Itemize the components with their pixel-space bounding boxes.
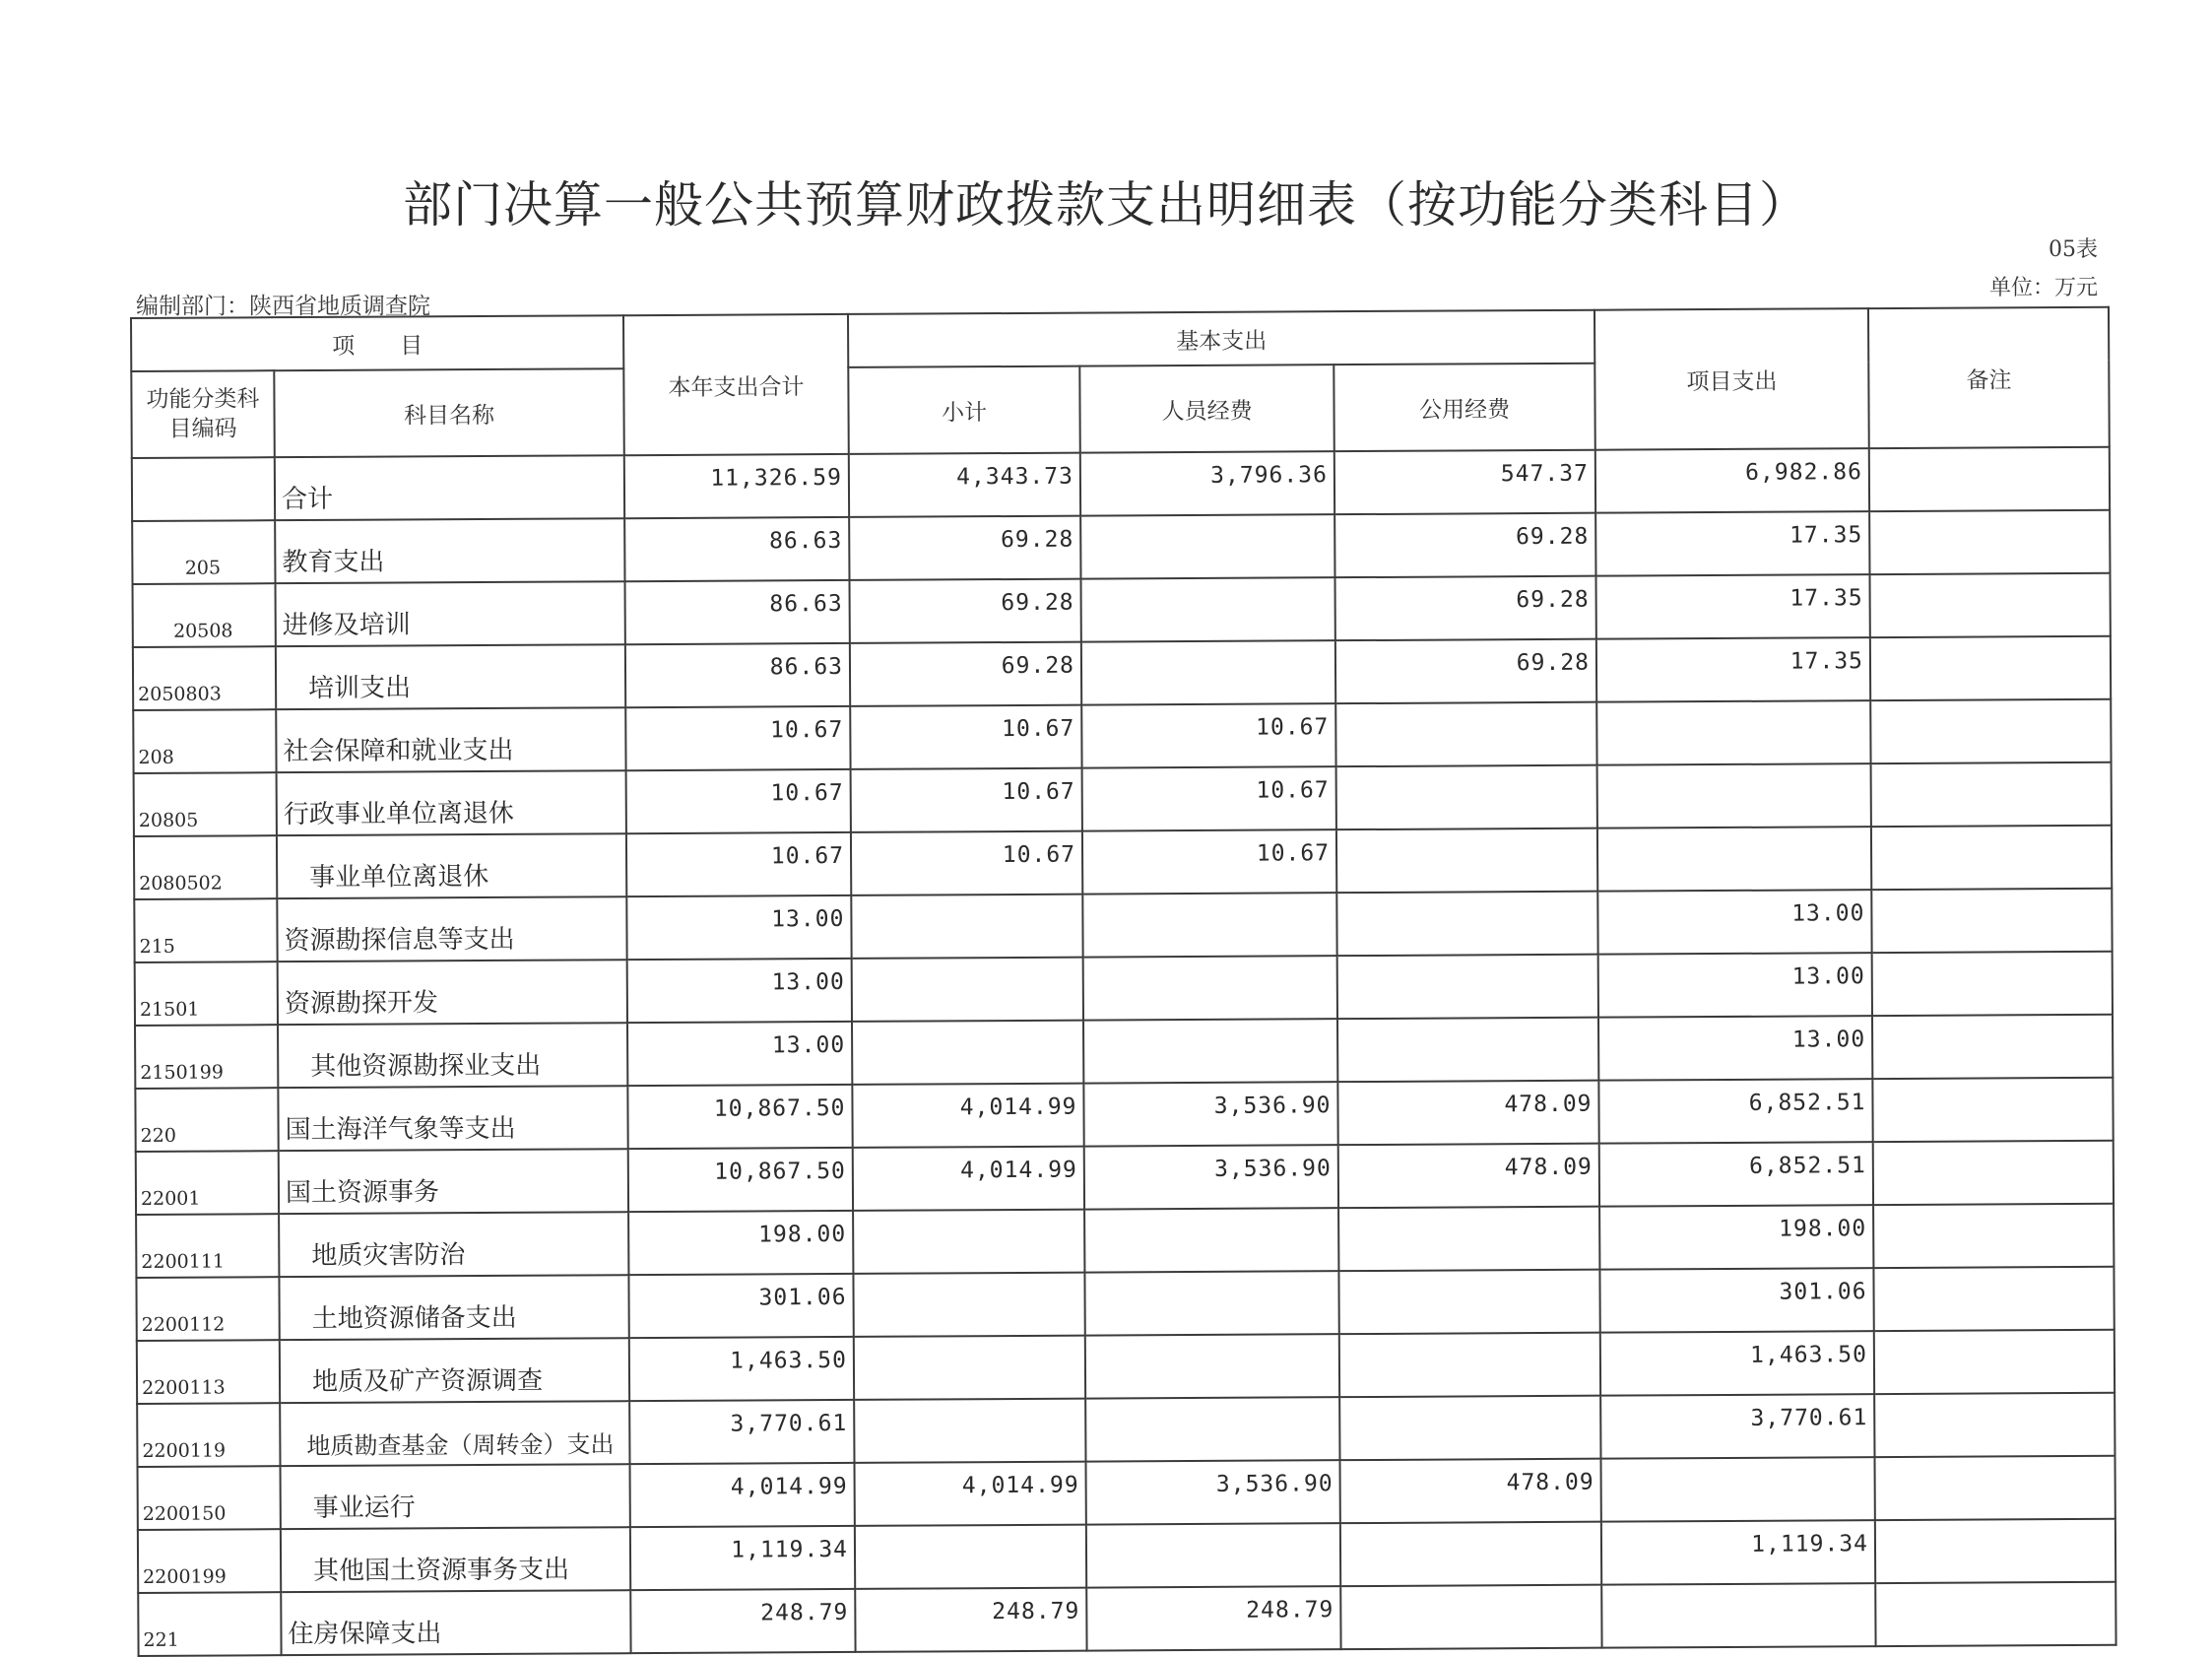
- code-cell: 220: [135, 1088, 278, 1152]
- subtotal-cell: 4,014.99: [855, 1462, 1086, 1526]
- name-cell: 地质勘查基金（周转金）支出: [280, 1401, 629, 1466]
- table-row: [135, 1078, 2113, 1152]
- remark-cell: [1873, 1267, 2114, 1331]
- code-cell: [132, 457, 275, 521]
- personnel-cell: [1082, 893, 1336, 957]
- name-cell: 地质及矿产资源调查: [280, 1338, 629, 1403]
- personnel-cell: [1085, 1334, 1339, 1398]
- public-cell: 69.28: [1335, 639, 1596, 703]
- subtotal-cell: 10.67: [851, 831, 1082, 895]
- remark-cell: [1871, 762, 2112, 827]
- code-cell: 2200119: [137, 1403, 280, 1467]
- code-cell: 20508: [133, 583, 276, 647]
- project-cell: [1597, 763, 1871, 828]
- project-cell: 17.35: [1596, 574, 1870, 639]
- project-cell: 13.00: [1598, 953, 1872, 1018]
- header-item: 项 目: [131, 315, 623, 371]
- total-cell: 86.63: [625, 643, 850, 707]
- table-row: [133, 636, 2111, 710]
- remark-cell: [1875, 1582, 2115, 1646]
- remark-cell: [1870, 636, 2111, 700]
- subtotal-cell: 4,014.99: [852, 1084, 1083, 1148]
- personnel-cell: 10.67: [1081, 703, 1335, 767]
- total-cell: 10,867.50: [627, 1085, 852, 1149]
- project-cell: 1,463.50: [1600, 1331, 1874, 1396]
- table-row: [136, 1267, 2114, 1341]
- table-row: [133, 573, 2111, 647]
- total-cell: 1,463.50: [629, 1337, 854, 1401]
- name-cell: 合计: [275, 455, 624, 520]
- code-cell: 2150199: [135, 1025, 278, 1089]
- subtotal-cell: 4,014.99: [853, 1147, 1084, 1211]
- personnel-cell: 3,536.90: [1084, 1145, 1338, 1209]
- total-cell: 301.06: [628, 1274, 853, 1338]
- subtotal-cell: [852, 958, 1083, 1022]
- subtotal-cell: 69.28: [849, 516, 1080, 580]
- remark-cell: [1873, 1204, 2114, 1268]
- name-cell: 事业运行: [281, 1464, 630, 1529]
- public-cell: [1339, 1396, 1600, 1460]
- form-number: 05表: [2049, 237, 2098, 262]
- remark-cell: [1872, 1078, 2113, 1142]
- header-personnel: 人员经费: [1079, 365, 1334, 452]
- code-cell: 2050803: [133, 646, 276, 710]
- personnel-cell: [1085, 1397, 1339, 1461]
- table-row: [136, 1204, 2114, 1278]
- code-cell: 2200112: [136, 1277, 279, 1341]
- public-cell: 478.09: [1339, 1459, 1600, 1523]
- subtotal-cell: [853, 1273, 1084, 1337]
- total-cell: 13.00: [627, 959, 852, 1023]
- header-project: 项目支出: [1594, 308, 1869, 450]
- project-cell: 13.00: [1597, 890, 1871, 955]
- code-cell: 2200111: [136, 1214, 279, 1278]
- table-row: [136, 1141, 2114, 1215]
- name-cell: 其他资源勘探业支出: [278, 1023, 627, 1088]
- project-cell: 198.00: [1599, 1205, 1873, 1270]
- personnel-cell: [1081, 640, 1335, 704]
- code-cell: 208: [133, 709, 276, 773]
- name-cell: 国土资源事务: [279, 1149, 628, 1214]
- table-row: [132, 510, 2110, 584]
- remark-cell: [1872, 952, 2113, 1016]
- public-cell: 69.28: [1334, 513, 1595, 577]
- remark-cell: [1874, 1330, 2114, 1394]
- public-cell: 547.37: [1334, 450, 1595, 514]
- total-cell: 11,326.59: [624, 454, 849, 518]
- code-cell: 2080502: [134, 835, 277, 899]
- subtotal-cell: [855, 1525, 1086, 1589]
- table-row: [137, 1393, 2114, 1467]
- name-cell: 教育支出: [275, 518, 624, 583]
- name-cell: 其他国土资源事务支出: [281, 1527, 630, 1592]
- remark-cell: [1875, 1456, 2115, 1520]
- table-row: [135, 1015, 2113, 1089]
- public-cell: 478.09: [1338, 1144, 1599, 1208]
- name-cell: 住房保障支出: [281, 1590, 630, 1655]
- header-basic: 基本支出: [848, 310, 1594, 367]
- personnel-cell: [1080, 577, 1334, 641]
- code-cell: 2200113: [137, 1340, 280, 1404]
- public-cell: [1337, 955, 1598, 1019]
- table-row: [133, 699, 2111, 773]
- code-cell: 221: [138, 1592, 281, 1656]
- public-cell: [1338, 1207, 1599, 1271]
- personnel-cell: [1084, 1208, 1338, 1272]
- subtotal-cell: 248.79: [855, 1588, 1086, 1652]
- subtotal-cell: 4,343.73: [849, 453, 1080, 517]
- total-cell: 198.00: [628, 1211, 853, 1275]
- project-cell: 17.35: [1596, 637, 1870, 702]
- project-cell: 3,770.61: [1600, 1394, 1874, 1459]
- table-row: [134, 762, 2112, 836]
- page-title: 部门决算一般公共预算财政拨款支出明细表（按功能分类科目）: [403, 176, 1809, 233]
- total-cell: 86.63: [624, 517, 849, 581]
- remark-cell: [1875, 1519, 2115, 1583]
- total-cell: 13.00: [626, 895, 851, 960]
- public-cell: 69.28: [1334, 576, 1595, 640]
- subtotal-cell: 69.28: [850, 642, 1081, 706]
- name-cell: 培训支出: [276, 644, 625, 709]
- remark-cell: [1874, 1393, 2114, 1457]
- header-public: 公用经费: [1334, 364, 1595, 451]
- total-cell: 10.67: [625, 706, 850, 770]
- subtotal-cell: [851, 895, 1082, 959]
- table-row: [137, 1330, 2114, 1404]
- name-cell: 资源勘探信息等支出: [277, 896, 626, 961]
- name-cell: 资源勘探开发: [278, 960, 627, 1025]
- name-cell: 事业单位离退休: [277, 833, 626, 898]
- remark-cell: [1869, 510, 2110, 574]
- project-cell: 13.00: [1598, 1016, 1872, 1081]
- subtotal-cell: 10.67: [850, 705, 1081, 769]
- expenditure-table: [130, 306, 2117, 1657]
- total-cell: 86.63: [625, 580, 850, 644]
- project-cell: [1596, 700, 1870, 765]
- public-cell: [1338, 1270, 1599, 1334]
- subtotal-cell: [854, 1399, 1085, 1463]
- code-cell: 22001: [136, 1151, 279, 1215]
- total-cell: 10,867.50: [628, 1148, 853, 1212]
- public-cell: [1340, 1522, 1601, 1586]
- table-container: [130, 306, 2115, 1657]
- project-cell: 301.06: [1599, 1268, 1873, 1333]
- name-cell: 土地资源储备支出: [279, 1275, 628, 1340]
- total-cell: 10.67: [626, 832, 851, 896]
- total-cell: 13.00: [627, 1022, 852, 1086]
- table-row: [138, 1456, 2115, 1530]
- header-subtotal: 小计: [848, 366, 1079, 454]
- subtotal-cell: [853, 1210, 1084, 1274]
- total-cell: 3,770.61: [629, 1400, 854, 1464]
- public-cell: 478.09: [1337, 1081, 1598, 1145]
- project-cell: 6,852.51: [1598, 1079, 1872, 1144]
- project-cell: 17.35: [1595, 511, 1869, 576]
- personnel-cell: 3,796.36: [1080, 451, 1334, 515]
- personnel-cell: [1086, 1523, 1340, 1587]
- project-cell: [1601, 1457, 1875, 1522]
- personnel-cell: [1080, 514, 1334, 578]
- name-cell: 进修及培训: [276, 581, 625, 646]
- header-remark: 备注: [1868, 307, 2110, 448]
- department-label: 编制部门：陕西省地质调查院: [136, 294, 430, 319]
- code-cell: 205: [132, 520, 275, 584]
- table-row: [134, 889, 2112, 962]
- total-cell: 1,119.34: [630, 1526, 855, 1590]
- unit-label: 单位：万元: [1988, 276, 2098, 300]
- personnel-cell: 248.79: [1086, 1586, 1340, 1650]
- personnel-cell: [1083, 1019, 1337, 1083]
- table-row: [138, 1582, 2115, 1656]
- remark-cell: [1871, 889, 2112, 953]
- name-cell: 地质灾害防治: [279, 1212, 628, 1277]
- table-row: [132, 447, 2110, 521]
- project-cell: 1,119.34: [1601, 1520, 1875, 1585]
- personnel-cell: [1084, 1271, 1338, 1335]
- table-row: [138, 1519, 2115, 1593]
- table-row: [135, 952, 2113, 1026]
- subtotal-cell: 10.67: [851, 768, 1082, 832]
- remark-cell: [1873, 1141, 2114, 1205]
- public-cell: [1339, 1333, 1600, 1397]
- code-cell: 2200199: [138, 1529, 281, 1593]
- project-cell: 6,982.86: [1595, 448, 1869, 513]
- code-cell: 215: [134, 898, 277, 962]
- public-cell: [1336, 765, 1597, 829]
- personnel-cell: [1083, 956, 1337, 1020]
- remark-cell: [1872, 1015, 2113, 1079]
- header-code: 功能分类科目编码: [131, 370, 274, 458]
- remark-cell: [1869, 447, 2110, 511]
- public-cell: [1336, 828, 1597, 893]
- remark-cell: [1871, 826, 2112, 890]
- name-cell: 国土海洋气象等支出: [278, 1086, 627, 1151]
- code-cell: 20805: [134, 772, 277, 836]
- total-cell: 4,014.99: [630, 1463, 855, 1527]
- total-cell: 10.67: [626, 769, 851, 833]
- subtotal-cell: 69.28: [850, 579, 1081, 643]
- subtotal-cell: [852, 1021, 1083, 1085]
- public-cell: [1336, 892, 1597, 956]
- remark-cell: [1870, 699, 2111, 763]
- public-cell: [1335, 702, 1596, 766]
- personnel-cell: 3,536.90: [1083, 1082, 1337, 1146]
- code-cell: 2200150: [138, 1466, 281, 1530]
- header-total: 本年支出合计: [623, 314, 849, 455]
- public-cell: [1337, 1018, 1598, 1082]
- total-cell: 248.79: [630, 1589, 855, 1653]
- code-cell: 21501: [135, 961, 278, 1026]
- table-row: [134, 826, 2112, 899]
- subtotal-cell: [854, 1336, 1085, 1400]
- personnel-cell: 10.67: [1082, 766, 1336, 830]
- project-cell: [1601, 1583, 1875, 1648]
- project-cell: 6,852.51: [1599, 1142, 1873, 1207]
- personnel-cell: 3,536.90: [1086, 1460, 1340, 1524]
- public-cell: [1340, 1585, 1601, 1649]
- remark-cell: [1870, 573, 2111, 637]
- header-name: 科目名称: [274, 368, 623, 457]
- personnel-cell: 10.67: [1082, 829, 1336, 894]
- name-cell: 行政事业单位离退休: [277, 770, 626, 835]
- name-cell: 社会保障和就业支出: [276, 707, 625, 772]
- project-cell: [1597, 827, 1871, 892]
